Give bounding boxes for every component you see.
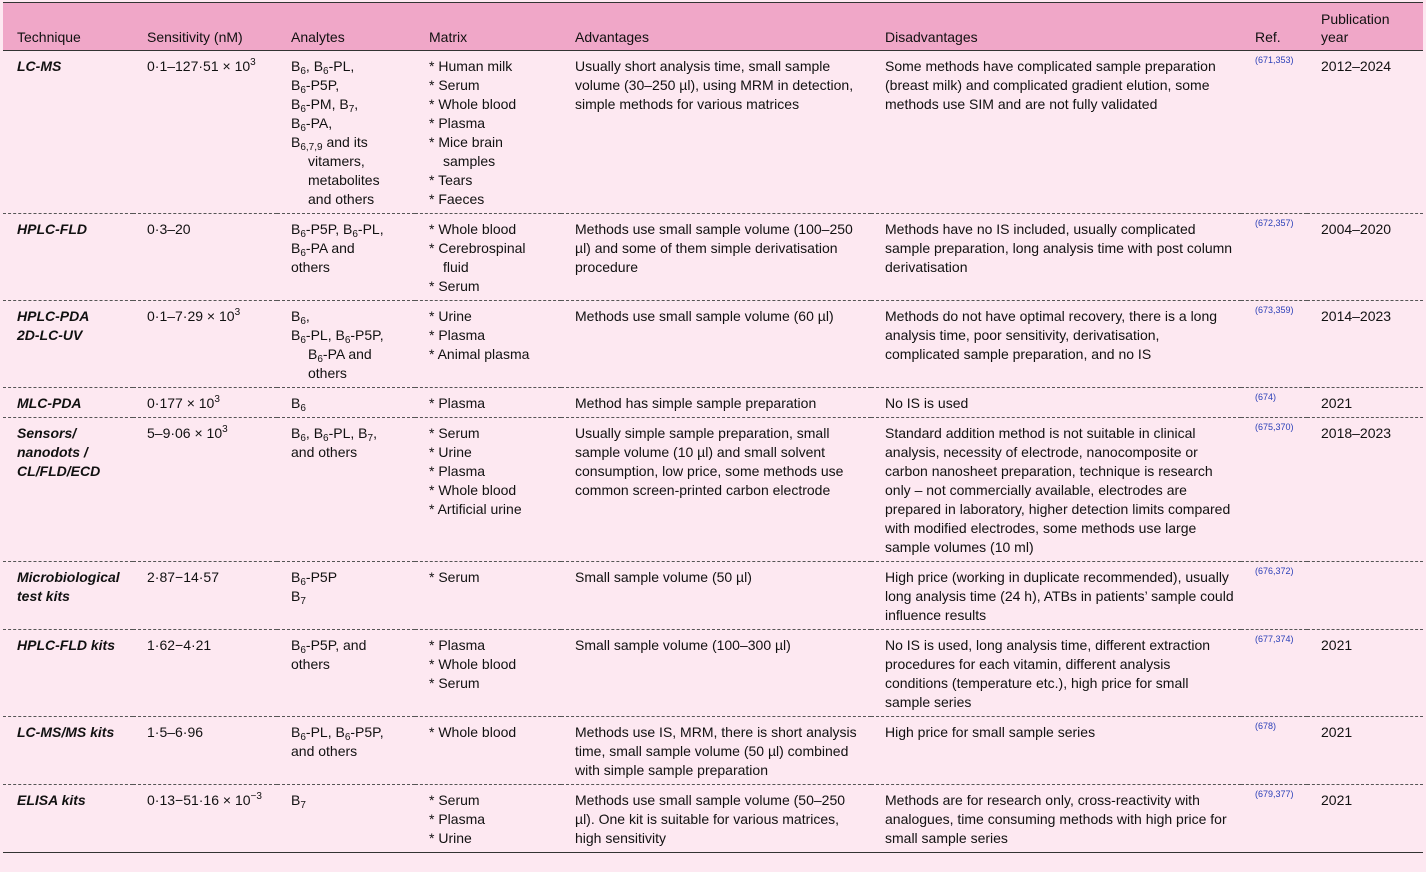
analytes-cell: $B_6-P5P$, $B_6-PL$, $B_6-PA$ and others [277,214,415,301]
matrix-item: * Plasma [429,810,555,829]
matrix-item: * Plasma [429,636,555,655]
sensitivity-cell: $0\cdot 13-51\cdot 16 \times 10^{-3}$ [133,785,277,853]
header-year-line2: year [1321,29,1349,45]
analytes-cell: $B_6$, $B_6-PL$, $B_6-P5P$, $B_6-PA$ and others [277,301,415,388]
disadvantages-cell: Methods are for research only, cross-reactivity with analogues, time consuming methods with high price for small sample series [871,785,1241,853]
disadvantages-cell: Standard addition method is not suitable in clinical analysis, necessity of electrode, nanocomposite or carbon nanosheet preparation, technique is research only – not commercially available, electrodes are prepared in laboratory, higher detection limits compared with modified electrodes, some methods use large sample volumes (10 ml) [871,418,1241,562]
matrix-item: * Plasma [429,114,555,133]
matrix-cell [415,418,561,562]
sensitivity-cell: 1·62−4·21 [133,630,277,717]
matrix-cell [415,214,561,301]
technique-cell: Microbiological test kits [3,562,133,630]
analytes-cell: $B_6$, $B_6-PL$, $B_6-P5P$, $B_6-PM$, $B_7$, $B_6-PA$, $B_{6,7,9}$ and its vitamers, metabolites and others [277,51,415,214]
header-row [3,3,1423,51]
analytes-cell: $B_6$ [277,388,415,418]
technique-cell: HPLC-FLD kits [3,630,133,717]
matrix-cell [415,301,561,388]
sensitivity-cell: $5-9\cdot 06 \times 10^3$ [133,418,277,562]
header-matrix: Matrix [415,3,561,51]
table-row [3,388,1423,418]
advantages-cell: Small sample volume (100–300 µl) [561,630,871,717]
matrix-item: * Serum [429,791,555,810]
table-row [3,562,1423,630]
matrix-item: * Artificial urine [429,500,555,519]
sensitivity-cell: $0\cdot 1-7\cdot 29 \times 10^3$ [133,301,277,388]
header-year [1307,3,1423,51]
year-cell: 2014–2023 [1307,301,1423,388]
ref-link[interactable]: (674) [1241,388,1307,418]
matrix-item: * Serum [429,674,555,693]
advantages-cell: Methods use IS, MRM, there is short analysis time, small sample volume (50 µl) combined with simple sample preparation [561,717,871,785]
technique-cell: HPLC-PDA 2D-LC-UV [3,301,133,388]
advantages-cell: Usually simple sample preparation, small sample volume (10 µl) and small solvent consumption, low price, some methods use common screen-printed carbon electrode [561,418,871,562]
year-cell: 2021 [1307,388,1423,418]
matrix-item: * Plasma [429,326,555,345]
advantages-cell: Small sample volume (50 µl) [561,562,871,630]
advantages-cell: Usually short analysis time, small sample volume (30–250 µl), using MRM in detection, simple methods for various matrices [561,51,871,214]
matrix-item: * Serum [429,568,555,587]
analytes-cell: $B_6-PL$, $B_6-P5P$, and others [277,717,415,785]
table-row [3,717,1423,785]
technique-cell: MLC-PDA [3,388,133,418]
matrix-item: * Whole blood [429,95,555,114]
matrix-cell [415,785,561,853]
matrix-item: * Urine [429,829,555,848]
table-row [3,785,1423,853]
table-row [3,301,1423,388]
year-cell: 2012–2024 [1307,51,1423,214]
ref-link[interactable]: (676,372) [1241,562,1307,630]
year-cell: 2018–2023 [1307,418,1423,562]
analytes-cell: $B_6-P5P$, and others [277,630,415,717]
advantages-cell: Methods use small sample volume (50–250 µl). One kit is suitable for various matrices, high sensitivity [561,785,871,853]
ref-link[interactable]: (672,357) [1241,214,1307,301]
analytes-cell: $B_6-P5P$ $B_7$ [277,562,415,630]
matrix-item: * Whole blood [429,220,555,239]
sensitivity-cell: 2·87−14·57 [133,562,277,630]
header-sensitivity: Sensitivity (nM) [133,3,277,51]
year-cell: 2004–2020 [1307,214,1423,301]
year-cell [1307,562,1423,630]
header-advantages: Advantages [561,3,871,51]
table-row [3,630,1423,717]
matrix-item: * Tears [429,171,555,190]
year-cell: 2021 [1307,630,1423,717]
disadvantages-cell: Some methods have complicated sample preparation (breast milk) and complicated gradient elution, some methods use SIM and are not fully validated [871,51,1241,214]
sensitivity-cell: $0\cdot 177 \times 10^3$ [133,388,277,418]
table-row [3,51,1423,214]
ref-link[interactable]: (671,353) [1241,51,1307,214]
advantages-cell: Method has simple sample preparation [561,388,871,418]
matrix-item: * Serum [429,76,555,95]
matrix-item: * Serum [429,424,555,443]
matrix-cell [415,630,561,717]
technique-cell: LC-MS [3,51,133,214]
technique-cell: HPLC-FLD [3,214,133,301]
disadvantages-cell: No IS is used, long analysis time, different extraction procedures for each vitamin, different analysis conditions (temperature etc.), high price for small sample series [871,630,1241,717]
technique-cell: Sensors/ nanodots / CL/FLD/ECD [3,418,133,562]
technique-cell: LC-MS/MS kits [3,717,133,785]
disadvantages-cell: No IS is used [871,388,1241,418]
header-disadvantages: Disadvantages [871,3,1241,51]
matrix-cell [415,388,561,418]
sensitivity-cell: 1·5–6·96 [133,717,277,785]
comparison-table [3,2,1423,853]
matrix-item: * Serum [429,277,555,296]
matrix-item: * Urine [429,443,555,462]
disadvantages-cell: High price for small sample series [871,717,1241,785]
table-row [3,214,1423,301]
header-year-line1: Publication [1321,11,1390,27]
header-analytes: Analytes [277,3,415,51]
disadvantages-cell: High price (working in duplicate recommended), usually long analysis time (24 h), ATBs in patients’ sample could influence results [871,562,1241,630]
sensitivity-cell: $0\cdot 1-127\cdot 51 \times 10^3$ [133,51,277,214]
advantages-cell: Methods use small sample volume (100–250 µl) and some of them simple derivatisation procedure [561,214,871,301]
matrix-item: * Mice brain samples [429,133,555,171]
sensitivity-cell: 0·3–20 [133,214,277,301]
matrix-item: * Urine [429,307,555,326]
matrix-cell [415,562,561,630]
ref-link[interactable]: (678) [1241,717,1307,785]
year-cell: 2021 [1307,785,1423,853]
matrix-item: * Human milk [429,57,555,76]
analytes-cell: $B_7$ [277,785,415,853]
header-technique: Technique [3,3,133,51]
ref-link[interactable]: (673,359) [1241,301,1307,388]
disadvantages-cell: Methods have no IS included, usually complicated sample preparation, long analysis time with post column derivatisation [871,214,1241,301]
header-ref: Ref. [1241,3,1307,51]
matrix-item: * Whole blood [429,481,555,500]
ref-link[interactable]: (675,370) [1241,418,1307,562]
ref-link[interactable]: (677,374) [1241,630,1307,717]
disadvantages-cell: Methods do not have optimal recovery, there is a long analysis time, poor sensitivity, derivatisation, complicated sample preparation, and no IS [871,301,1241,388]
matrix-cell [415,717,561,785]
matrix-cell [415,51,561,214]
year-cell: 2021 [1307,717,1423,785]
matrix-item: * Faeces [429,190,555,209]
advantages-cell: Methods use small sample volume (60 µl) [561,301,871,388]
ref-link[interactable]: (679,377) [1241,785,1307,853]
matrix-item: * Plasma [429,394,555,413]
analytes-cell: $B_6$, $B_6-PL$, $B_7$, and others [277,418,415,562]
table-row [3,418,1423,562]
matrix-item: * Whole blood [429,723,555,742]
matrix-item: * Cerebrospinal fluid [429,239,555,277]
technique-cell: ELISA kits [3,785,133,853]
matrix-item: * Whole blood [429,655,555,674]
matrix-item: * Plasma [429,462,555,481]
matrix-item: * Animal plasma [429,345,555,364]
